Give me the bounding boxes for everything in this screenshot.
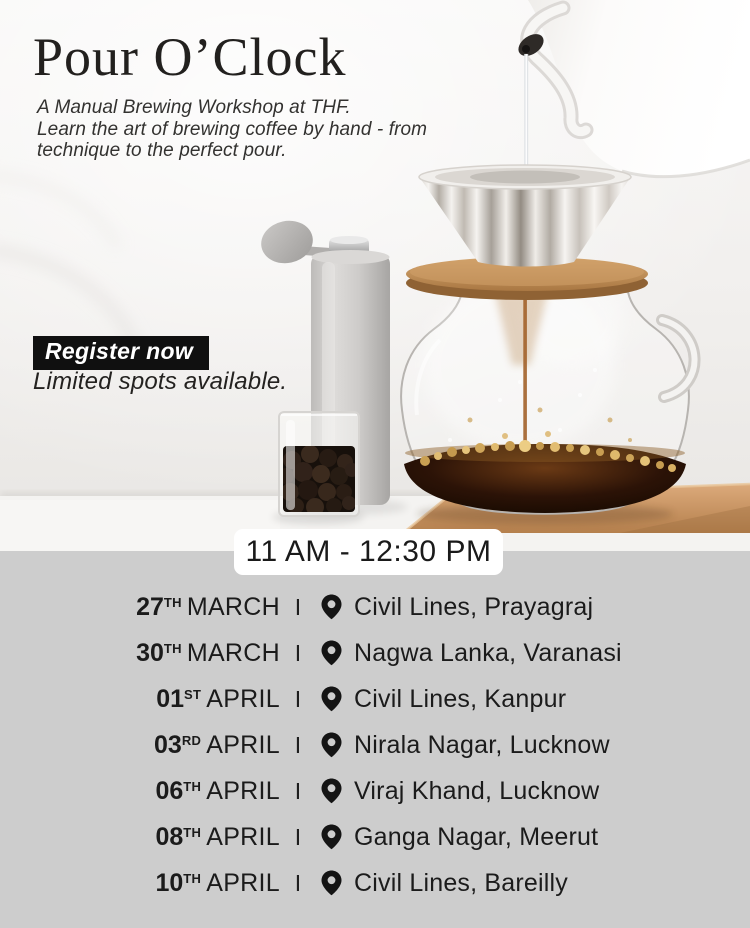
beans-glass-illustration	[272, 412, 364, 524]
event-ordinal: TH	[163, 640, 182, 656]
event-day: 06	[155, 776, 184, 805]
event-month: APRIL	[206, 868, 280, 897]
schedule-row	[0, 814, 750, 860]
date-location-separator: I	[294, 823, 302, 850]
date-location-separator: I	[294, 777, 302, 804]
schedule-row	[0, 722, 750, 768]
event-location: Civil Lines, Prayagraj	[354, 592, 594, 621]
subtitle-line-2: Learn the art of brewing coffee by hand - from	[37, 118, 428, 140]
date-location-separator: I	[294, 731, 302, 758]
schedule-list	[0, 551, 750, 906]
event-month: MARCH	[186, 592, 280, 621]
event-ordinal: TH	[183, 824, 202, 840]
map-pin-icon	[321, 870, 342, 896]
event-location: Civil Lines, Kanpur	[354, 684, 567, 713]
event-month: APRIL	[206, 822, 280, 851]
register-button[interactable]: Register now	[33, 336, 209, 370]
event-day: 10	[155, 868, 184, 897]
water-stream-illustration	[524, 54, 528, 178]
event-location: Nagwa Lanka, Varanasi	[354, 638, 622, 667]
date-location-separator: I	[294, 869, 302, 896]
schedule-row	[0, 768, 750, 814]
event-date	[155, 823, 280, 852]
event-day: 27	[136, 592, 164, 621]
map-pin-icon	[321, 686, 342, 712]
date-location-separator: I	[294, 593, 302, 620]
availability-note: Limited spots available.	[33, 368, 288, 395]
event-location: Viraj Khand, Lucknow	[354, 776, 600, 805]
event-month: APRIL	[206, 730, 280, 759]
event-location: Ganga Nagar, Meerut	[354, 822, 599, 851]
event-location: Civil Lines, Bareilly	[354, 868, 568, 897]
event-ordinal: RD	[181, 732, 202, 748]
event-date	[155, 777, 280, 806]
event-date	[136, 639, 280, 668]
time-badge: 11 AM - 12:30 PM	[234, 529, 503, 575]
schedule-row	[0, 630, 750, 676]
event-month: APRIL	[206, 684, 280, 713]
event-day: 30	[136, 638, 164, 667]
event-ordinal: TH	[163, 594, 182, 610]
schedule-section	[0, 551, 750, 928]
event-date	[154, 731, 280, 760]
subtitle-line-1: A Manual Brewing Workshop at THF.	[37, 97, 351, 118]
event-month: APRIL	[206, 776, 280, 805]
event-ordinal: ST	[184, 686, 202, 702]
event-day: 03	[154, 730, 182, 759]
event-ordinal: TH	[183, 870, 202, 886]
event-day: 08	[155, 822, 184, 851]
schedule-row	[0, 676, 750, 722]
map-pin-icon	[321, 778, 342, 804]
map-pin-icon	[321, 594, 342, 620]
subtitle-line-3: technique to the perfect pour.	[37, 140, 287, 161]
event-ordinal: TH	[183, 778, 202, 794]
event-month: MARCH	[186, 638, 280, 667]
schedule-row	[0, 584, 750, 630]
event-date	[136, 593, 280, 622]
event-day: 01	[156, 684, 185, 713]
map-pin-icon	[321, 824, 342, 850]
date-location-separator: I	[294, 685, 302, 712]
poster-title: Pour O’Clock	[33, 27, 347, 87]
schedule-row	[0, 860, 750, 906]
map-pin-icon	[321, 640, 342, 666]
event-date	[156, 685, 280, 714]
event-location: Nirala Nagar, Lucknow	[354, 730, 610, 759]
date-location-separator: I	[294, 639, 302, 666]
event-date	[155, 869, 280, 898]
poster-subtitle	[37, 97, 427, 162]
map-pin-icon	[321, 732, 342, 758]
